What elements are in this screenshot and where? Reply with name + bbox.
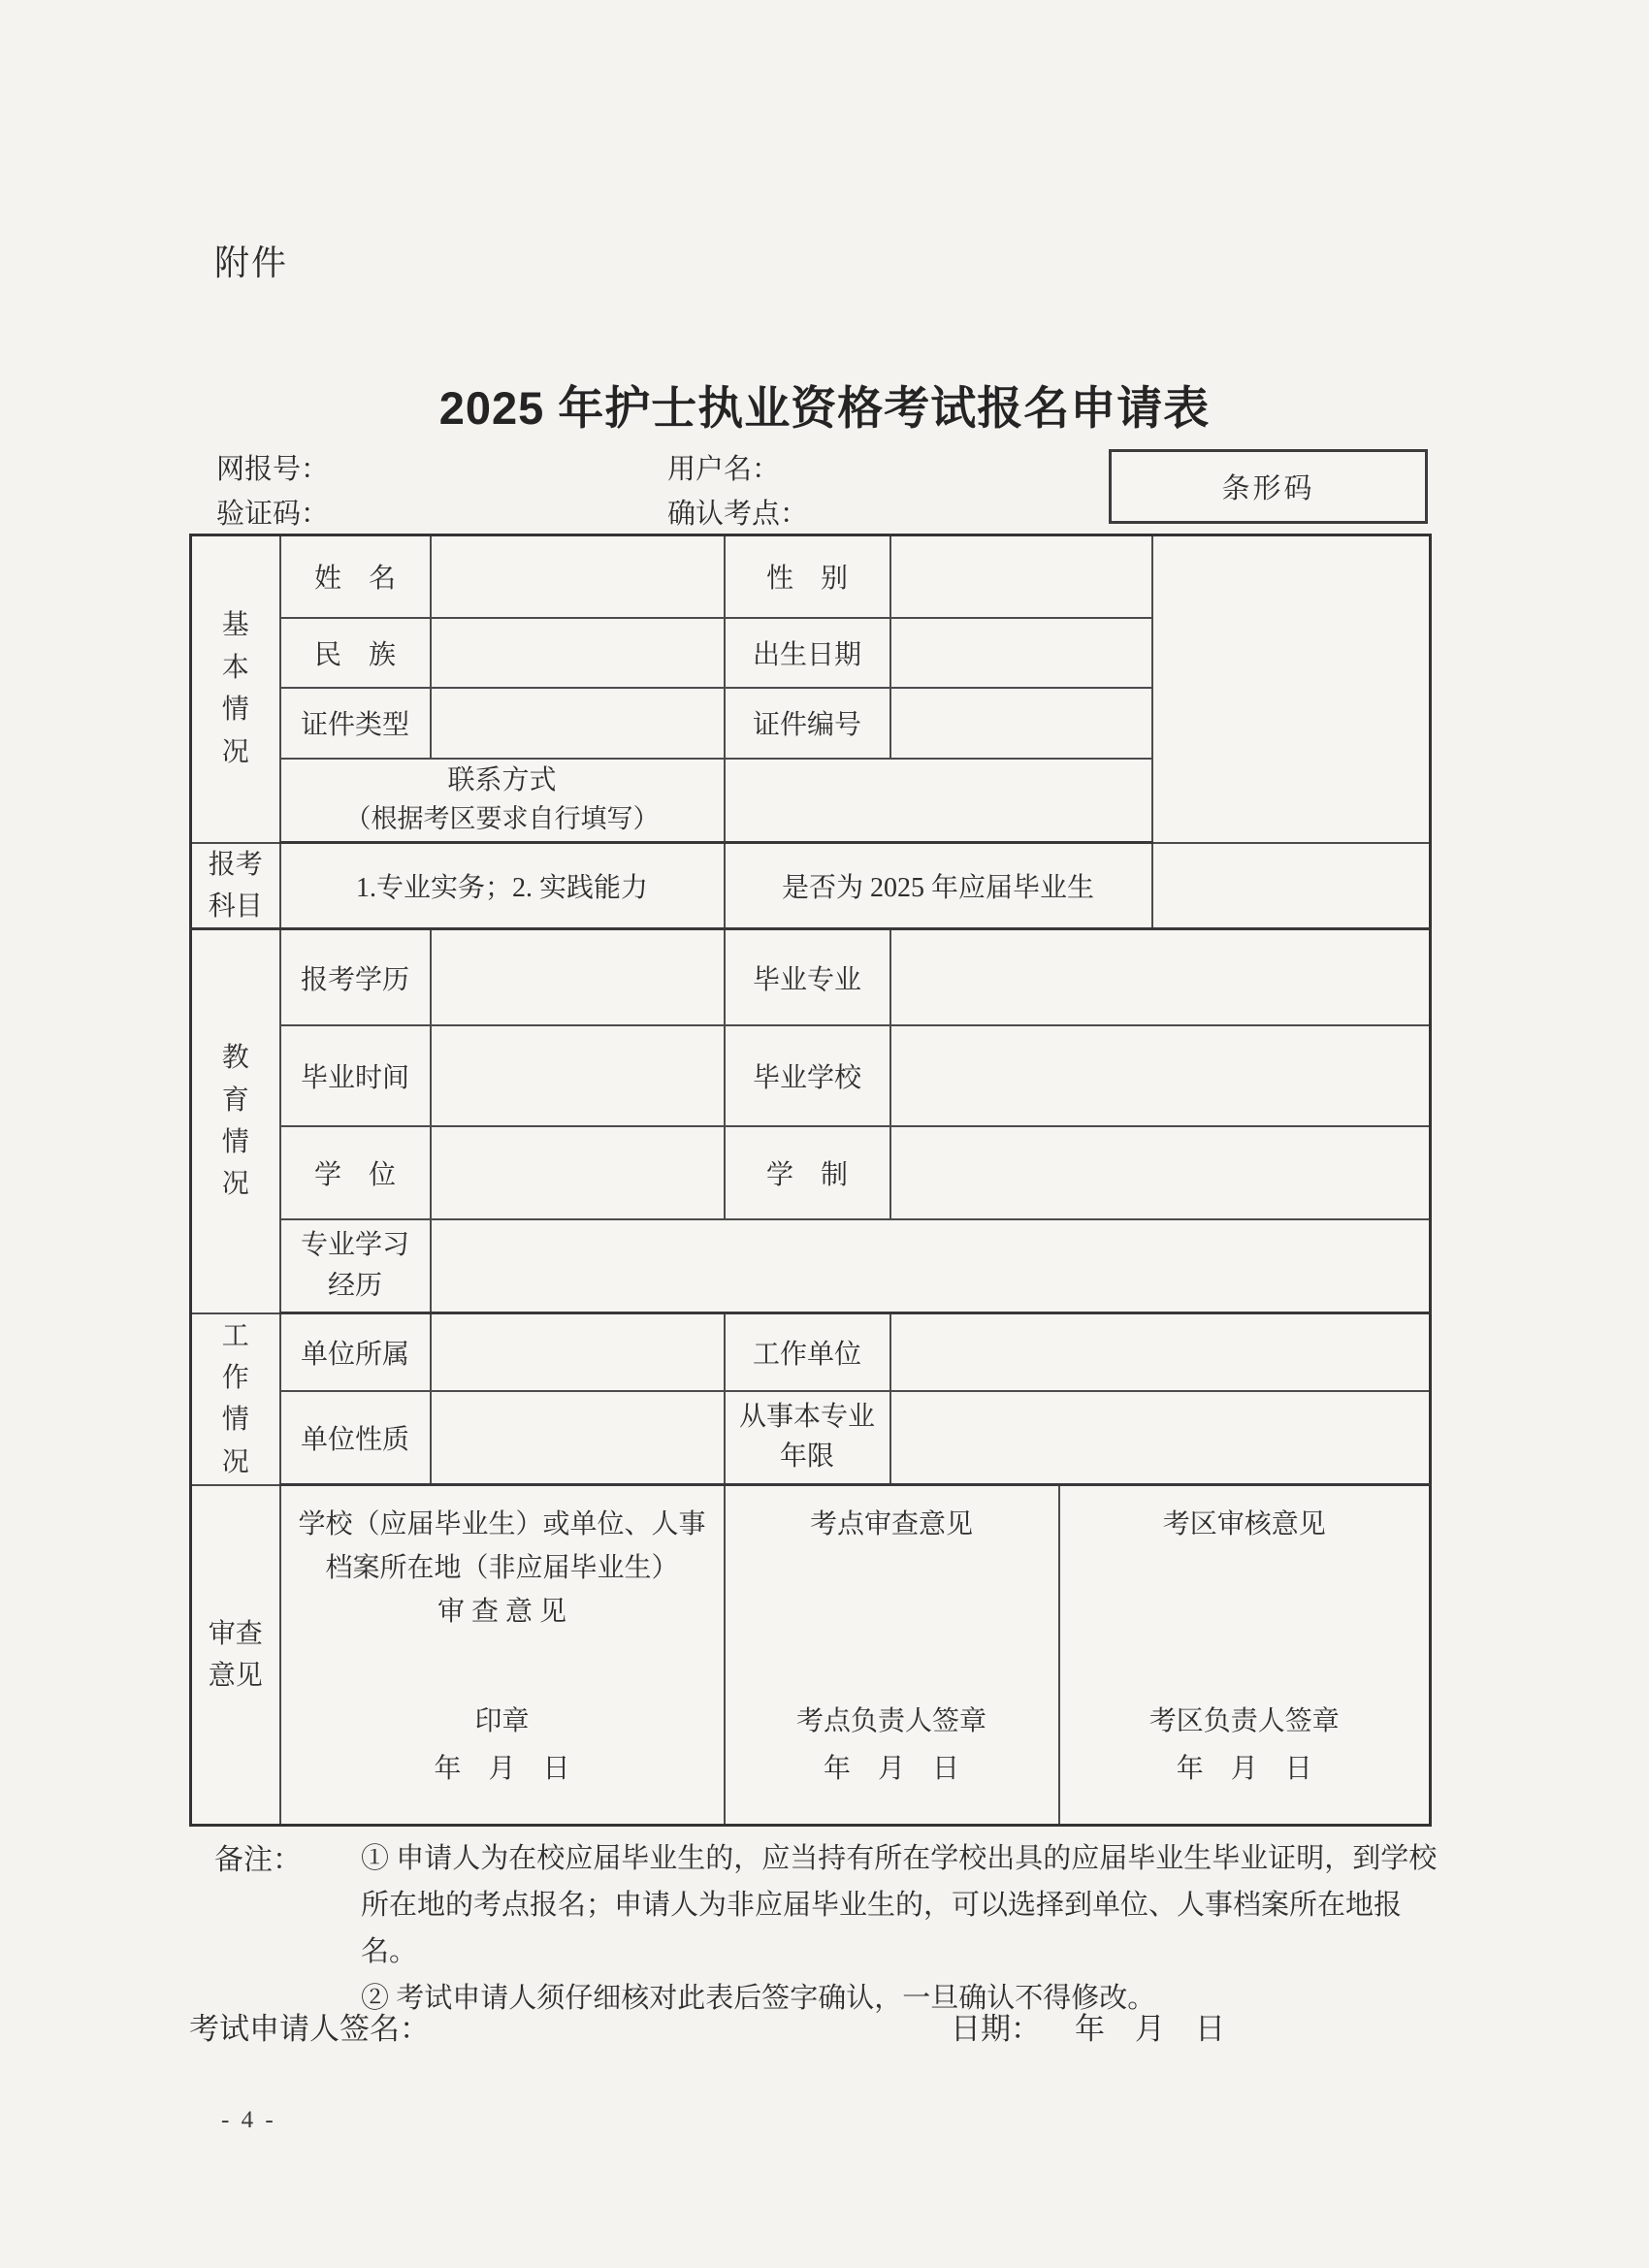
application-form-table [189, 534, 1432, 1827]
contact-label [280, 759, 725, 843]
name-label: 姓 名 [280, 535, 431, 618]
grad-time-value-cell [431, 1025, 725, 1126]
work-unit-value-cell [890, 1313, 1431, 1391]
exam-site-date-blank: 年 月 日 [823, 1753, 959, 1784]
school-review-line3: 审 查 意 见 [436, 1596, 566, 1627]
ethnicity-value-cell [431, 618, 725, 688]
study-length-value-cell [890, 1126, 1431, 1219]
page-number: - 4 - [221, 2107, 276, 2133]
barcode-box [1109, 449, 1428, 524]
degree-value-cell [431, 1126, 725, 1219]
exam-district-date-blank: 年 月 日 [1176, 1753, 1312, 1784]
major-value-cell [890, 929, 1431, 1025]
birth-date-label: 出生日期 [725, 618, 890, 688]
section-label-review-opinion: 审查意见 [191, 1485, 280, 1826]
exam-site-review-title: 考点审查意见 [809, 1508, 973, 1539]
id-type-label: 证件类型 [280, 688, 431, 759]
degree-label: 学 位 [280, 1126, 431, 1219]
section-label-exam-subjects: 报考科目 [191, 843, 280, 929]
contact-label-line1: 联系方式 [447, 764, 557, 795]
ethnicity-label: 民 族 [280, 618, 431, 688]
profession-years-line1: 从事本专业 [738, 1402, 875, 1433]
notes-body [361, 1835, 1455, 2022]
barcode-label: 条形码 [1221, 473, 1315, 504]
exam-site-review-cell [725, 1485, 1059, 1826]
study-experience-value-cell [431, 1219, 1431, 1313]
notes-label: 备注： [214, 1844, 302, 1876]
work-unit-label: 工作单位 [725, 1313, 890, 1391]
photo-cell [1152, 535, 1431, 843]
study-experience-line2: 经历 [327, 1271, 382, 1302]
fresh-graduate-label: 是否为 2025 年应届毕业生 [725, 843, 1152, 929]
exam-district-sign-label: 考区负责人签章 [1148, 1705, 1340, 1736]
school-review-line1: 学校（应届毕业生）或单位、人事 [298, 1508, 706, 1539]
note-item-2: ② 考试申请人须仔细核对此表后签字确认，一旦确认不得修改。 [361, 1983, 1156, 2014]
profession-years-line2: 年限 [779, 1442, 834, 1473]
applicant-signature-label: 考试申请人签名： [189, 2012, 430, 2046]
username-label: 用户名： [667, 454, 781, 485]
unit-affiliation-value-cell [431, 1313, 725, 1391]
date-blank: 年 月 日 [1075, 2012, 1225, 2046]
school-review-date-blank: 年 月 日 [434, 1753, 570, 1784]
section-label-basic-info: 基本情况 [191, 535, 280, 843]
grad-time-label: 毕业时间 [280, 1025, 431, 1126]
fresh-graduate-value-cell [1152, 843, 1431, 929]
school-review-cell [280, 1485, 725, 1826]
unit-affiliation-label: 单位所属 [280, 1313, 431, 1391]
form-title: 2025 年护士执业资格考试报名申请表 [438, 382, 1211, 434]
major-label: 毕业专业 [725, 929, 890, 1025]
unit-nature-value-cell [431, 1391, 725, 1485]
exam-subjects-list: 1.专业实务；2. 实践能力 [280, 843, 725, 929]
grad-school-label: 毕业学校 [725, 1025, 890, 1126]
profession-years-value-cell [890, 1391, 1431, 1485]
attachment-label: 附件 [214, 243, 289, 282]
note-item-1: ① 申请人为在校应届毕业生的，应当持有所在学校出具的应届毕业生毕业证明，到学校所在地的考点报名；申请人为非应届毕业生的，可以选择到单位、人事档案所在地报名。 [361, 1843, 1438, 1967]
study-experience-line1: 专业学习 [300, 1230, 409, 1261]
school-review-stamp-label: 印章 [474, 1705, 530, 1736]
edu-level-value-cell [431, 929, 725, 1025]
name-value-cell [431, 535, 725, 618]
gender-value-cell [890, 535, 1152, 618]
section-label-work: 工作情况 [191, 1313, 280, 1485]
id-number-label: 证件编号 [725, 688, 890, 759]
birth-date-value-cell [890, 618, 1152, 688]
contact-value-cell [725, 759, 1152, 843]
grad-school-value-cell [890, 1025, 1431, 1126]
exam-district-review-cell [1059, 1485, 1431, 1826]
unit-nature-label: 单位性质 [280, 1391, 431, 1485]
id-number-value-cell [890, 688, 1152, 759]
profession-years-label [725, 1391, 890, 1485]
exam-district-review-title: 考区审核意见 [1162, 1508, 1326, 1539]
study-length-label: 学 制 [725, 1126, 890, 1219]
confirm-exam-site-label: 确认考点： [667, 499, 809, 530]
contact-label-line2: （根据考区要求自行填写） [344, 804, 660, 834]
captcha-label: 验证码： [216, 499, 330, 530]
online-report-number-label: 网报号： [216, 454, 330, 485]
study-experience-label [280, 1219, 431, 1313]
id-type-value-cell [431, 688, 725, 759]
section-label-education: 教育情况 [191, 929, 280, 1313]
gender-label: 性 别 [725, 535, 890, 618]
edu-level-label: 报考学历 [280, 929, 431, 1025]
date-label: 日期： [951, 2012, 1041, 2046]
exam-site-sign-label: 考点负责人签章 [795, 1705, 986, 1736]
school-review-line2: 档案所在地（非应届毕业生） [325, 1552, 679, 1583]
